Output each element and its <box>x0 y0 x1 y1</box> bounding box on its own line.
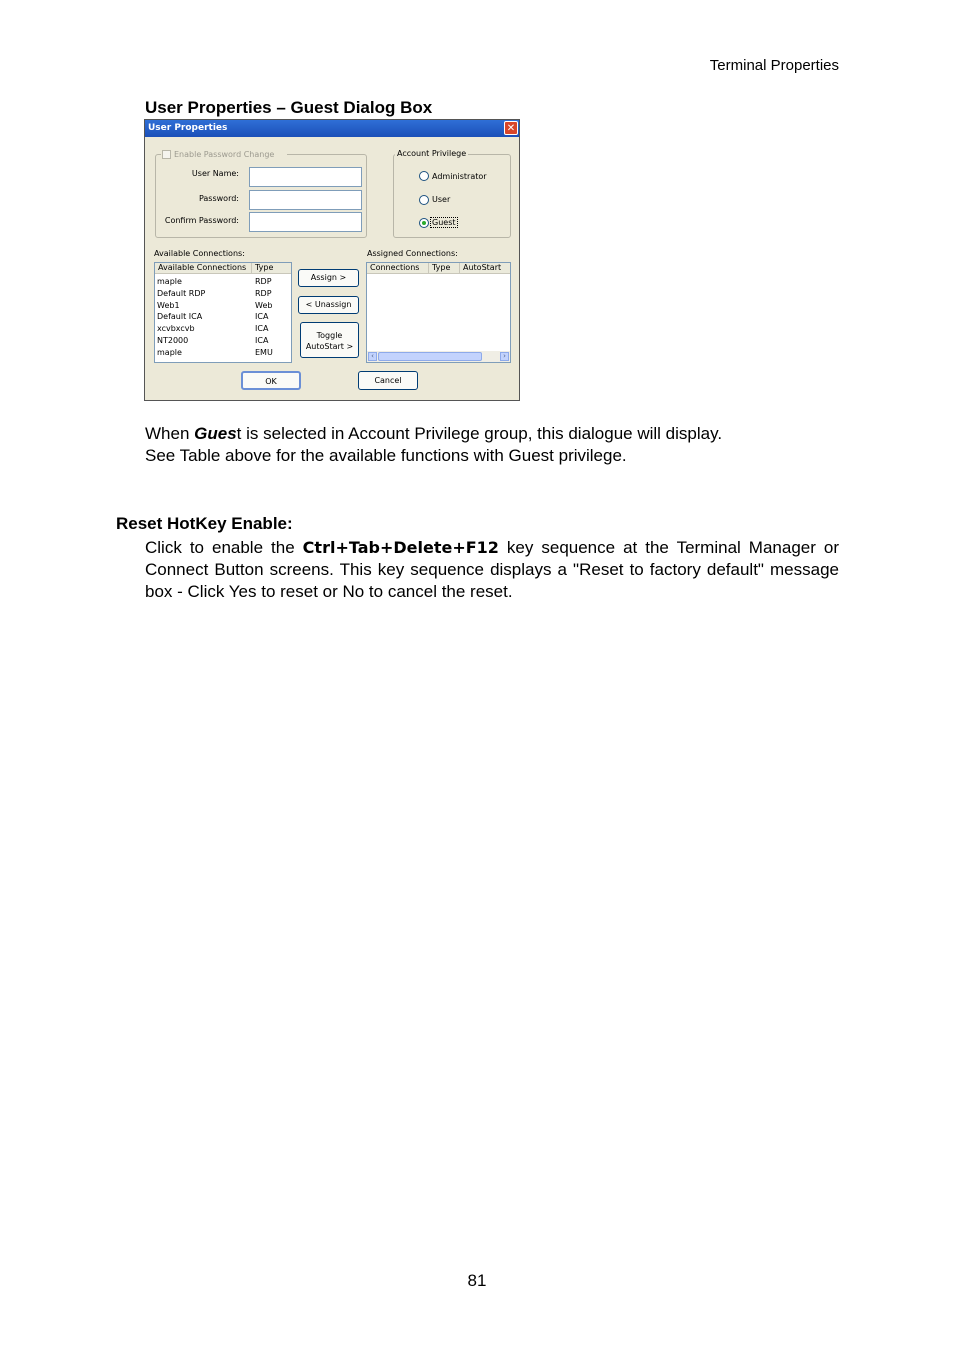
assigned-connections-list[interactable] <box>366 262 511 363</box>
running-header: Terminal Properties <box>709 57 839 74</box>
administrator-label: Administrator <box>432 172 487 181</box>
user-properties-dialog <box>144 119 520 401</box>
page-number: 81 <box>467 1271 487 1290</box>
account-privilege-legend: Account Privilege <box>397 149 467 158</box>
available-row-name[interactable]: maple <box>157 277 182 286</box>
column-header-autostart[interactable]: AutoStart <box>460 263 511 274</box>
close-icon[interactable]: ✕ <box>504 121 518 135</box>
text-run: key sequence at the Terminal Manager or Connect Button screens. This key sequence displays a "Reset to factory default" message box - Click Yes to reset or No to cancel the reset. <box>145 538 839 601</box>
available-row-name[interactable]: Default ICA <box>157 312 203 322</box>
available-connections-list[interactable] <box>154 262 292 363</box>
scroll-thumb[interactable] <box>378 352 482 361</box>
text-run: Click to enable the <box>145 538 303 557</box>
available-row-type[interactable]: RDP <box>255 277 272 286</box>
assigned-connections-label: Assigned Connections: <box>367 249 458 258</box>
column-header-type[interactable]: Type <box>252 263 292 274</box>
available-row-type[interactable]: RDP <box>255 288 272 298</box>
guest-emphasis: Gues <box>194 424 237 443</box>
column-header-type[interactable]: Type <box>429 263 460 274</box>
ok-button[interactable]: OK <box>241 371 301 390</box>
scroll-right-icon[interactable]: › <box>500 352 509 361</box>
guest-description-line2: See Table above for the available functions with Guest privilege. <box>145 446 627 465</box>
column-header-available[interactable]: Available Connections <box>155 263 252 274</box>
confirm-password-label: Confirm Password: <box>164 216 239 225</box>
available-row-name[interactable]: xcvbxcvb <box>157 324 195 334</box>
confirm-password-input[interactable] <box>249 212 362 232</box>
scroll-left-icon[interactable]: ‹ <box>368 352 377 361</box>
available-row-type[interactable]: Web <box>255 300 273 310</box>
available-row-name[interactable]: NT2000 <box>157 336 189 345</box>
available-row-name[interactable]: maple <box>157 347 182 357</box>
column-header-connections[interactable]: Connections <box>367 263 429 274</box>
user-name-label: User Name: <box>191 169 239 178</box>
available-row-type[interactable]: EMU <box>255 347 273 357</box>
toggle-autostart-line2: AutoStart > <box>305 342 354 351</box>
reset-hotkey-description <box>145 537 839 603</box>
user-name-input[interactable] <box>249 167 362 187</box>
guest-label: Guest <box>432 218 456 227</box>
guest-description <box>145 423 845 467</box>
cancel-button[interactable]: Cancel <box>358 371 418 390</box>
administrator-radio[interactable] <box>419 171 429 181</box>
horizontal-scrollbar[interactable] <box>367 351 510 362</box>
password-input[interactable] <box>249 190 362 210</box>
password-label: Password: <box>198 194 239 203</box>
unassign-button[interactable]: < Unassign <box>298 296 359 314</box>
enable-password-change-checkbox[interactable] <box>162 150 171 159</box>
key-sequence: Ctrl+Tab+Delete+F12 <box>302 538 499 557</box>
figure-title: User Properties – Guest Dialog Box <box>145 98 433 117</box>
toggle-autostart-button[interactable] <box>300 322 359 358</box>
available-connections-label: Available Connections: <box>154 249 245 258</box>
user-radio[interactable] <box>419 195 429 205</box>
guest-radio[interactable] <box>419 218 429 228</box>
available-row-type[interactable]: ICA <box>255 324 269 334</box>
available-row-name[interactable]: Default RDP <box>157 288 206 298</box>
text-run: t is selected in Account Privilege group, this dialogue will display. <box>236 424 723 443</box>
reset-hotkey-heading: Reset HotKey Enable: <box>116 514 293 533</box>
dialog-titlebar <box>145 120 519 137</box>
toggle-autostart-line1: Toggle <box>316 331 343 340</box>
dialog-title: User Properties <box>148 123 228 133</box>
text-run: When <box>145 424 195 443</box>
password-change-legend <box>161 149 287 159</box>
available-row-type[interactable]: ICA <box>255 312 269 322</box>
user-label: User <box>432 195 451 204</box>
available-row-name[interactable]: Web1 <box>157 300 180 310</box>
available-row-type[interactable]: ICA <box>255 336 269 345</box>
assign-button[interactable]: Assign > <box>298 269 359 287</box>
enable-password-change-label: Enable Password Change <box>174 150 275 159</box>
guest-description-line1 <box>145 423 845 445</box>
